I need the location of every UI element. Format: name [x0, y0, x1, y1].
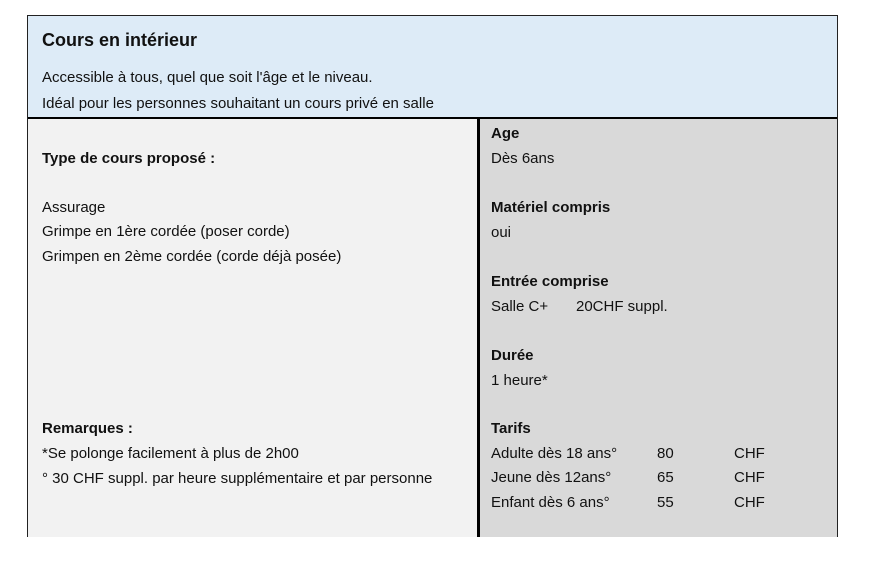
rate-currency: CHF [734, 445, 765, 462]
material-heading: Matériel compris [491, 199, 611, 216]
material-value: oui [491, 224, 512, 241]
left-panel [28, 119, 477, 537]
rate-price: 55 [657, 494, 674, 511]
description-line-1: Accessible à tous, quel que soit l'âge et le niveau. [42, 69, 373, 86]
right-panel [480, 119, 837, 537]
remark-item: ° 30 CHF suppl. par heure supplémentaire et par personne [42, 470, 433, 487]
remark-item: *Se polonge facilement à plus de 2h00 [42, 445, 299, 462]
header-panel [28, 16, 837, 119]
rate-label: Jeune dès 12ans° [491, 469, 612, 486]
rate-price: 65 [657, 469, 674, 486]
duration-value: 1 heure* [491, 372, 548, 389]
entry-supplement: 20CHF suppl. [576, 298, 668, 315]
description-line-2: Idéal pour les personnes souhaitant un cours privé en salle [42, 95, 434, 112]
age-value: Dès 6ans [491, 150, 555, 167]
course-type-heading: Type de cours proposé : [42, 150, 216, 167]
course-type-item: Grimpen en 2ème cordée (corde déjà posée) [42, 248, 342, 265]
course-info-sheet [27, 15, 838, 537]
entry-heading: Entrée comprise [491, 273, 609, 290]
age-heading: Age [491, 125, 520, 142]
rate-label: Adulte dès 18 ans° [491, 445, 618, 462]
rate-currency: CHF [734, 469, 765, 486]
entry-venue: Salle C+ [491, 298, 549, 315]
remarks-heading: Remarques : [42, 420, 133, 437]
page-title: Cours en intérieur [42, 30, 198, 50]
rates-heading: Tarifs [491, 420, 531, 437]
course-type-item: Grimpe en 1ère cordée (poser corde) [42, 223, 290, 240]
duration-heading: Durée [491, 347, 534, 364]
course-type-item: Assurage [42, 199, 106, 216]
rate-label: Enfant dès 6 ans° [491, 494, 610, 511]
rate-price: 80 [657, 445, 674, 462]
rate-currency: CHF [734, 494, 765, 511]
